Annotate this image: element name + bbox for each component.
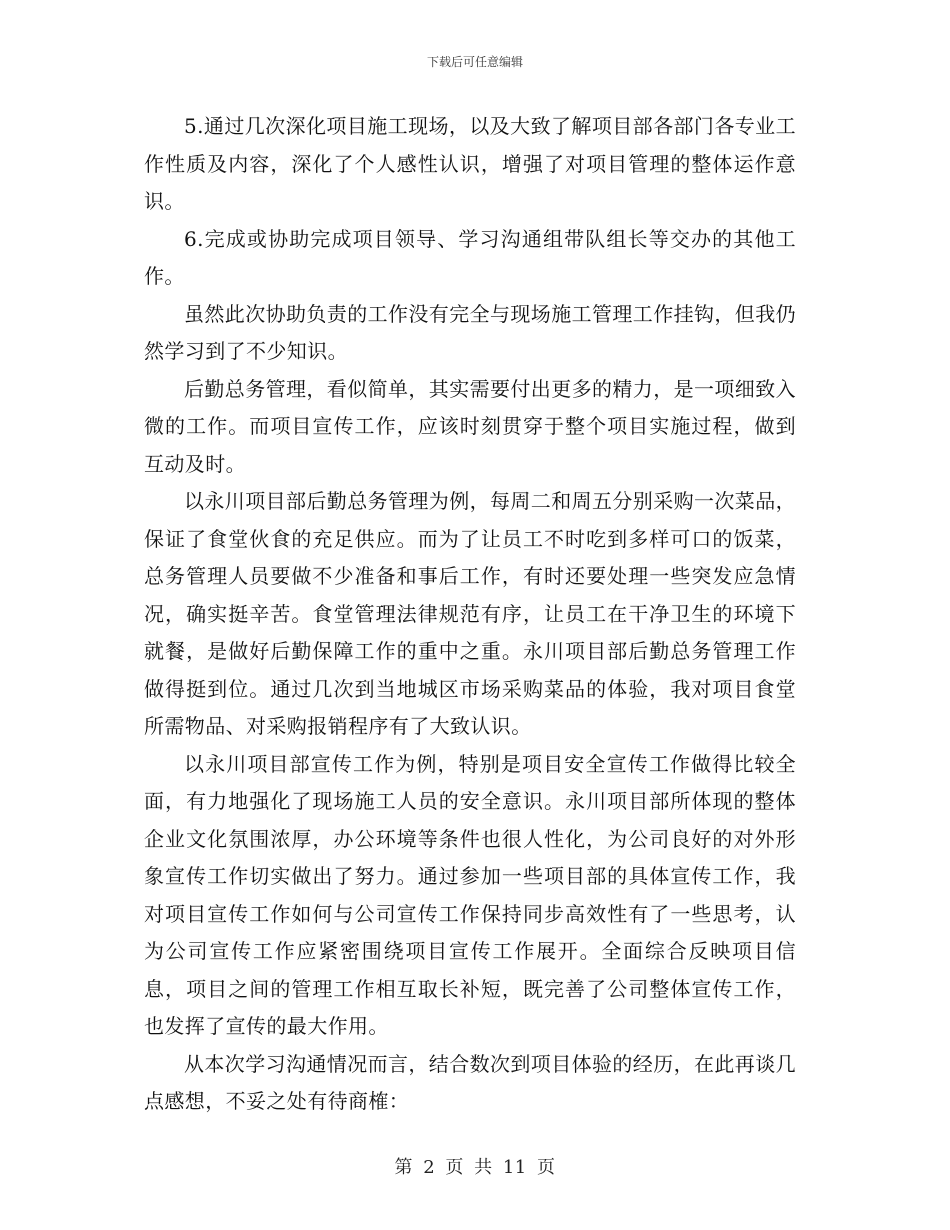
paragraph-reflections-intro: 从本次学习沟通情况而言，结合数次到项目体验的经历，在此再谈几点感想，不妥之处有待商榷： <box>144 1051 796 1113</box>
paragraph-logistics-example: 以永川项目部后勤总务管理为例，每周二和周五分别采购一次菜品，保证了食堂伙食的充足供应。而为了让员工不时吃到多样可口的饭菜，总务管理人员要做不少准备和事后工作，有时还要处理一些突发应急情况，确实挺辛苦。食堂管理法律规范有序，让员工在干净卫生的环境下就餐，是做好后勤保障工作的重中之重。永川项目部后勤总务管理工作做得挺到位。通过几次到当地城区市场采购菜品的体验，我对项目食堂所需物品、对采购报销程序有了大致认识。 <box>144 489 796 738</box>
paragraph-learning-summary: 虽然此次协助负责的工作没有完全与现场施工管理工作挂钩，但我仍然学习到了不少知识。 <box>144 301 796 363</box>
page-number-footer: 第 2 页 共 11 页 <box>394 1157 556 1178</box>
page-header: 下载后可任意编辑 <box>426 55 523 69</box>
paragraph-logistics-intro: 后勤总务管理，看似简单，其实需要付出更多的精力，是一项细致入微的工作。而项目宣传工作，应该时刻贯穿于整个项目实施过程，做到互动及时。 <box>144 376 796 476</box>
paragraph-item-5: 5.通过几次深化项目施工现场，以及大致了解项目部各部门各专业工作性质及内容，深化了个人感性认识，增强了对项目管理的整体运作意识。 <box>144 114 796 213</box>
paragraph-publicity-example: 以永川项目部宣传工作为例，特别是项目安全宣传工作做得比较全面，有力地强化了现场施工人员的安全意识。永川项目部所体现的整体企业文化氛围浓厚，办公环境等条件也很人性化，为公司良好的对外形象宣传工作切实做出了努力。通过参加一些项目部的具体宣传工作，我对项目宣传工作如何与公司宣传工作保持同步高效性有了一些思考，认为公司宣传工作应紧密围绕项目宣传工作展开。全面综合反映项目信息，项目之间的管理工作相互取长补短，既完善了公司整体宣传工作，也发挥了宣传的最大作用。 <box>144 751 796 1038</box>
paragraph-item-6: 6.完成或协助完成项目领导、学习沟通组带队组长等交办的其他工作。 <box>144 226 796 288</box>
document-body <box>144 108 796 1121</box>
